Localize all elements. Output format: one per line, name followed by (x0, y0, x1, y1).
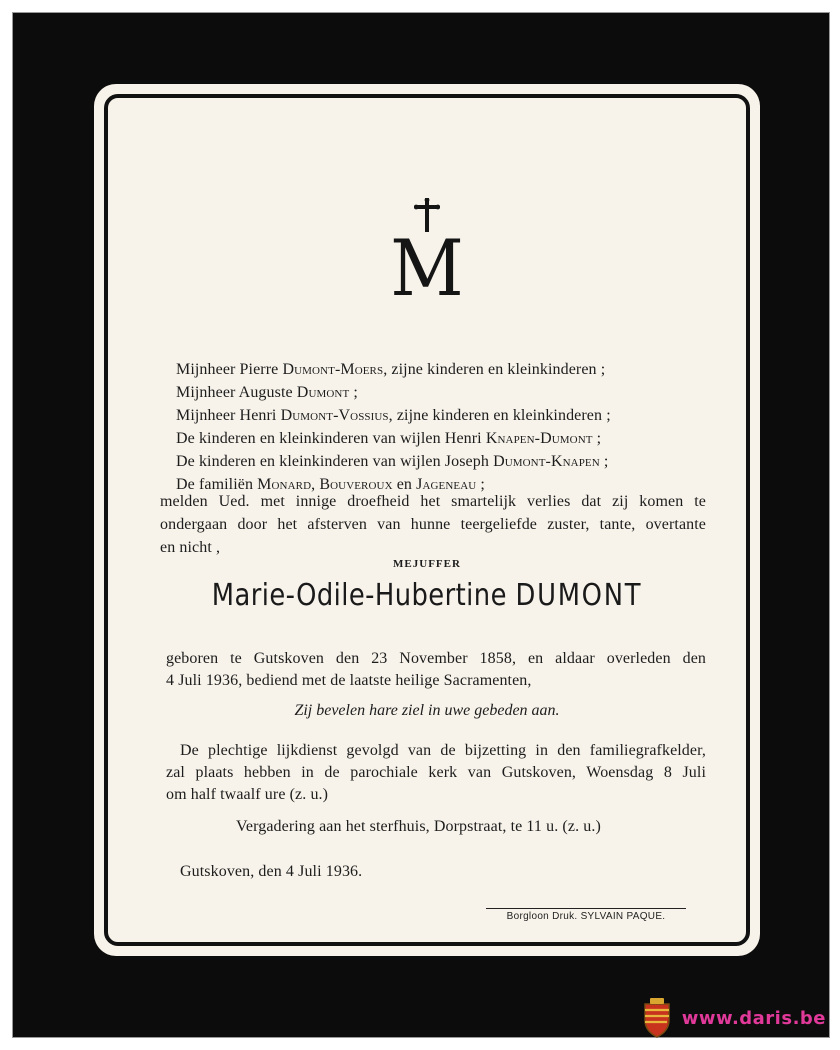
family-line-6: De familiën Monard, Bouveroux en Jageneau ; (176, 476, 485, 493)
family-line-3: Mijnheer Henri Dumont-Vossius, zijne kinderen en kleinkinderen ; (176, 407, 611, 424)
birth-death-paragraph: geboren te Gutskoven den 23 November 1858, en aldaar overleden den 4 Juli 1936, bediend met de laatste heilige Sacramenten, (166, 650, 706, 689)
prayer-line: Zij bevelen hare ziel in uwe gebeden aan. (294, 702, 560, 719)
family-line-5: De kinderen en kleinkinderen van wijlen Joseph Dumont-Knapen ; (176, 453, 609, 470)
deceased-name (144, 578, 710, 613)
family-line-1: Mijnheer Pierre Dumont-Moers, zijne kinderen en kleinkinderen ; (176, 361, 606, 378)
deceased-given-names: Marie-Odile-Hubertine (211, 578, 507, 613)
printer-imprint: Borgloon Druk. SYLVAIN PAQUE. (486, 908, 686, 922)
watermark-text: www.daris.be (681, 1007, 826, 1029)
monogram-letter: M (390, 224, 464, 314)
coat-of-arms-icon (642, 998, 672, 1038)
funeral-paragraph: De plechtige lijkdienst gevolgd van de bijzetting in den familiegrafkelder, zal plaats hebben in de parochiale kerk van Gutskoven, Woensdag 8 Juli om half twaalf ure (z. u.) (166, 742, 706, 803)
gathering-line: Vergadering aan het sterfhuis, Dorpstraat, te 11 u. (z. u.) (236, 818, 601, 835)
mourning-card (98, 88, 756, 952)
site-watermark (642, 998, 826, 1038)
marian-monogram (98, 198, 756, 314)
family-line-2: Mijnheer Auguste Dumont ; (176, 384, 358, 401)
place-date-line: Gutskoven, den 4 Juli 1936. (180, 863, 363, 880)
announcement-paragraph: melden Ued. met innige droefheid het smartelijk verlies dat zij komen te ondergaan door het afsterven van hunne teergeliefde zuster, tante, overtante en nicht , (160, 493, 706, 556)
deceased-surname: DUMONT (515, 578, 643, 613)
honorific-title: MEJUFFER (393, 558, 461, 570)
family-line-4: De kinderen en kleinkinderen van wijlen Henri Knapen-Dumont ; (176, 430, 602, 447)
